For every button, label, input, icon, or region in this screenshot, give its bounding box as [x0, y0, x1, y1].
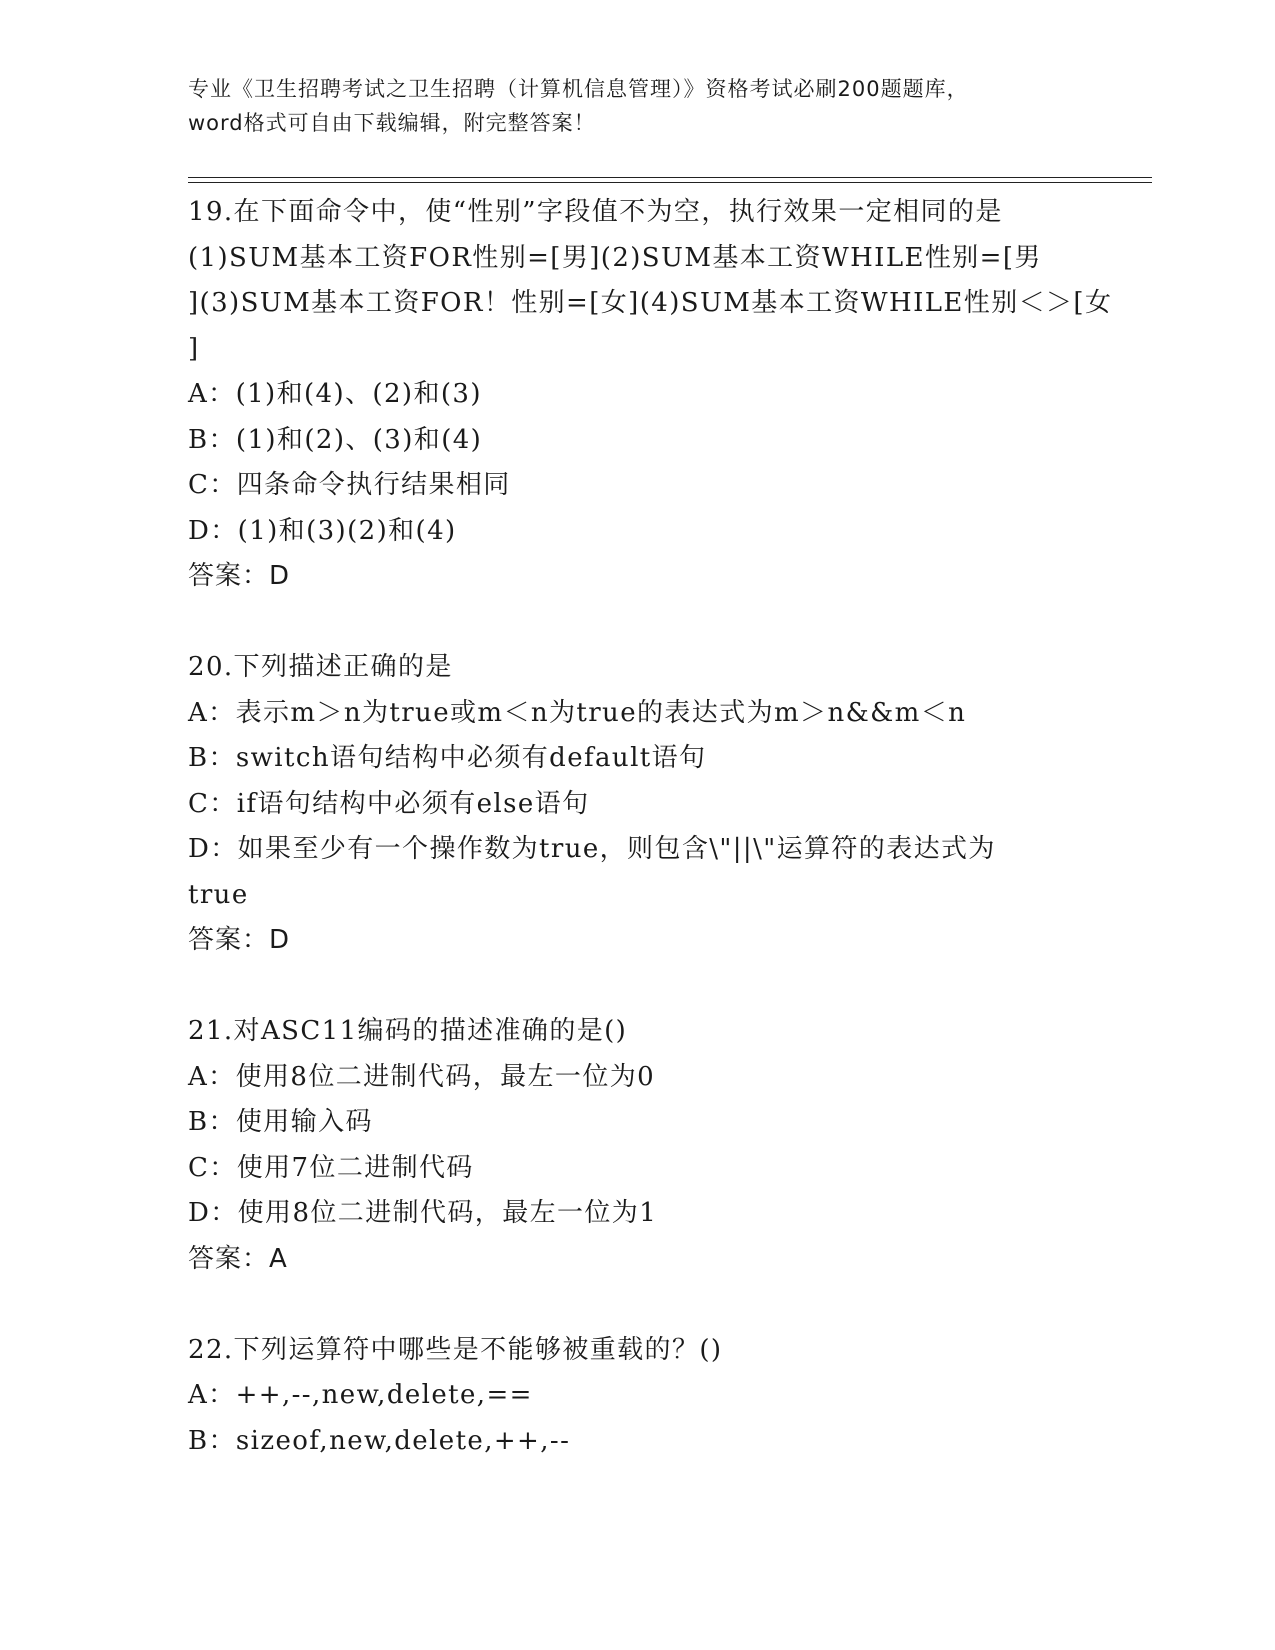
- question-stem-line: (1)SUM基本工资FOR性别=[男](2)SUM基本工资WHILE性别=[男: [188, 242, 1042, 273]
- header-title-line-2: word格式可自由下载编辑，附完整答案！: [188, 111, 596, 135]
- option-b: B：sizeof,new,delete,++,--: [188, 1425, 571, 1456]
- question-stem-line: ](3)SUM基本工资FOR！性别=[女](4)SUM基本工资WHILE性别＜＞[女: [188, 288, 1113, 318]
- option-c: C：使用7位二进制代码: [188, 1152, 474, 1183]
- option-a: A：表示m＞n为true或m＜n为true的表达式为m＞n&&m＜n: [188, 697, 967, 728]
- question-spacer: [188, 600, 1088, 646]
- question-22: [188, 1328, 1088, 1465]
- option-c: C：四条命令执行结果相同: [188, 470, 511, 500]
- option-a: A：++,--,new,delete,==: [188, 1380, 533, 1410]
- answer-label: 答案：D: [188, 561, 291, 591]
- question-stem-line: 22.下列运算符中哪些是不能够被重载的？(): [188, 1334, 723, 1365]
- option-a: A：使用8位二进制代码，最左一位为0: [188, 1061, 656, 1092]
- option-d-continuation: true: [188, 879, 249, 910]
- option-d: D：如果至少有一个操作数为true，则包含\"||\"运算符的表达式为: [188, 834, 996, 864]
- question-21: [188, 1009, 1088, 1282]
- option-b: B：(1)和(2)、(3)和(4): [188, 424, 483, 455]
- option-d: D：(1)和(3)(2)和(4): [188, 515, 457, 546]
- question-stem-line: 19.在下面命令中，使“性别”字段值不为空，执行效果一定相同的是: [188, 197, 1003, 227]
- question-spacer: [188, 964, 1088, 1010]
- option-c: C：if语句结构中必须有else语句: [188, 788, 590, 819]
- question-spacer: [188, 1282, 1088, 1328]
- option-d: D：使用8位二进制代码，最左一位为1: [188, 1198, 658, 1228]
- question-list: [188, 190, 1113, 1464]
- option-b: B：使用输入码: [188, 1107, 373, 1137]
- question-20: [188, 645, 1088, 964]
- header-title-line-1: 专业《卫生招聘考试之卫生招聘（计算机信息管理）》资格考试必刷200题题库，: [188, 77, 969, 101]
- header-divider-bottom: [188, 182, 1152, 183]
- option-b: B：switch语句结构中必须有default语句: [188, 743, 707, 773]
- option-a: A：(1)和(4)、(2)和(3): [188, 379, 482, 409]
- question-stem-line: ]: [188, 333, 200, 364]
- question-19: [188, 190, 1113, 600]
- header-divider-top: [188, 177, 1152, 178]
- question-stem-line: 21.对ASC11编码的描述准确的是(): [188, 1016, 628, 1046]
- answer-label: 答案：D: [188, 925, 291, 955]
- question-stem-line: 20.下列描述正确的是: [188, 652, 453, 682]
- document-header: [188, 72, 1088, 140]
- answer-label: 答案：A: [188, 1243, 288, 1274]
